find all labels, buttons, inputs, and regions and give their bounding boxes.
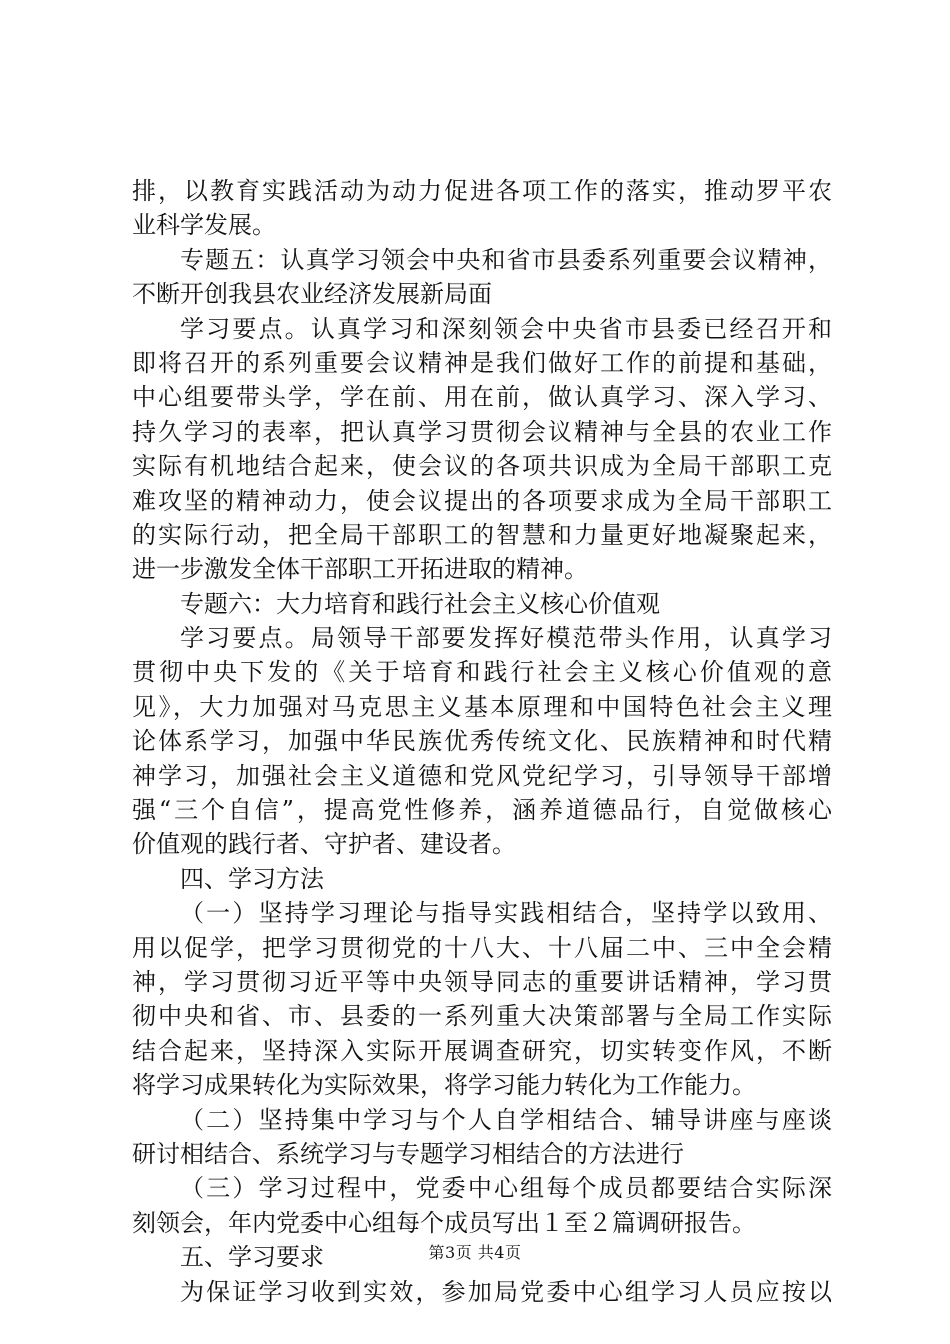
- text-line: 中心组要带头学，学在前、用在前，做认真学习、深入学习、: [132, 383, 832, 412]
- paragraph: [132, 243, 832, 312]
- text-line: 强“三个自信”，提高党性修养，涵养道德品行，自觉做核心: [132, 796, 832, 825]
- text-line: 不断开创我县农业经济发展新局面: [132, 280, 492, 309]
- text-line: 专题五：认真学习领会中央和省市县委系列重要会议精神，: [180, 245, 832, 274]
- text-line: 即将召开的系列重要会议精神是我们做好工作的前提和基础，: [132, 348, 832, 377]
- paragraph: [132, 896, 832, 1102]
- paragraph: [132, 174, 832, 243]
- text-line: 业科学发展。: [132, 211, 276, 240]
- paragraph: [132, 862, 832, 896]
- text-line: 学习要点。局领导干部要发挥好模范带头作用，认真学习: [180, 624, 832, 653]
- text-line: （二）坚持集中学习与个人自学相结合、辅导讲座与座谈: [180, 1105, 832, 1134]
- paragraph: [132, 587, 832, 621]
- text-line: 实际有机地结合起来，使会议的各项共识成为全局干部职工克: [132, 452, 832, 481]
- text-line: 用以促学，把学习贯彻党的十八大、十八届二中、三中全会精: [132, 933, 832, 962]
- text-line: 学习要点。认真学习和深刻领会中央省市县委已经召开和: [180, 314, 832, 343]
- text-line: 排，以教育实践活动为动力促进各项工作的落实，推动罗平农: [132, 177, 832, 205]
- text-line: 价值观的践行者、守护者、建设者。: [132, 830, 516, 859]
- text-line: 贯彻中央下发的《关于培育和践行社会主义核心价值观的意: [132, 658, 832, 687]
- text-line: 专题六：大力培育和践行社会主义核心价值观: [180, 589, 660, 618]
- text-line: 见》，大力加强对马克思主义基本原理和中国特色社会主义理: [132, 692, 832, 721]
- text-line: 的实际行动，把全局干部职工的智慧和力量更好地凝聚起来，: [132, 520, 832, 549]
- paragraph: [132, 1103, 832, 1172]
- text-line: 进一步激发全体干部职工开拓进取的精神。: [132, 555, 588, 584]
- text-line: 难攻坚的精神动力，使会议提出的各项要求成为全局干部职工: [132, 486, 832, 515]
- text-line: 论体系学习，加强中华民族优秀传统文化、民族精神和时代精: [132, 727, 832, 756]
- text-line: 神，学习贯彻习近平等中央领导同志的重要讲话精神，学习贯: [132, 967, 832, 996]
- text-line: 刻领会，年内党委中心组每个成员写出１至２篇调研报告。: [132, 1208, 756, 1237]
- paragraph: [132, 1275, 832, 1309]
- text-line: （一）坚持学习理论与指导实践相结合，坚持学以致用、: [180, 899, 832, 928]
- text-line: 结合起来，坚持深入实际开展调查研究，切实转变作风，不断: [132, 1036, 832, 1065]
- paragraph: [132, 1171, 832, 1240]
- text-line: 为保证学习收到实效，参加局党委中心组学习人员应按以: [180, 1277, 832, 1306]
- text-line: 五、学习要求: [180, 1243, 324, 1272]
- text-line: （三）学习过程中，党委中心组每个成员都要结合实际深: [180, 1174, 832, 1203]
- document-body: [132, 174, 832, 1309]
- text-line: 四、学习方法: [180, 864, 324, 893]
- page-number-footer: 第3页 共4页: [428, 1243, 522, 1262]
- text-line: 彻中央和省、市、县委的一系列重大决策部署与全局工作实际: [132, 1002, 832, 1031]
- text-line: 将学习成果转化为实际效果，将学习能力转化为工作能力。: [132, 1071, 756, 1100]
- text-line: 研讨相结合、系统学习与专题学习相结合的方法进行: [132, 1139, 684, 1168]
- paragraph: [132, 621, 832, 862]
- text-line: 神学习，加强社会主义道德和党风党纪学习，引导领导干部增: [132, 761, 832, 790]
- paragraph: [132, 312, 832, 587]
- text-line: 持久学习的表率，把认真学习贯彻会议精神与全县的农业工作: [132, 417, 832, 446]
